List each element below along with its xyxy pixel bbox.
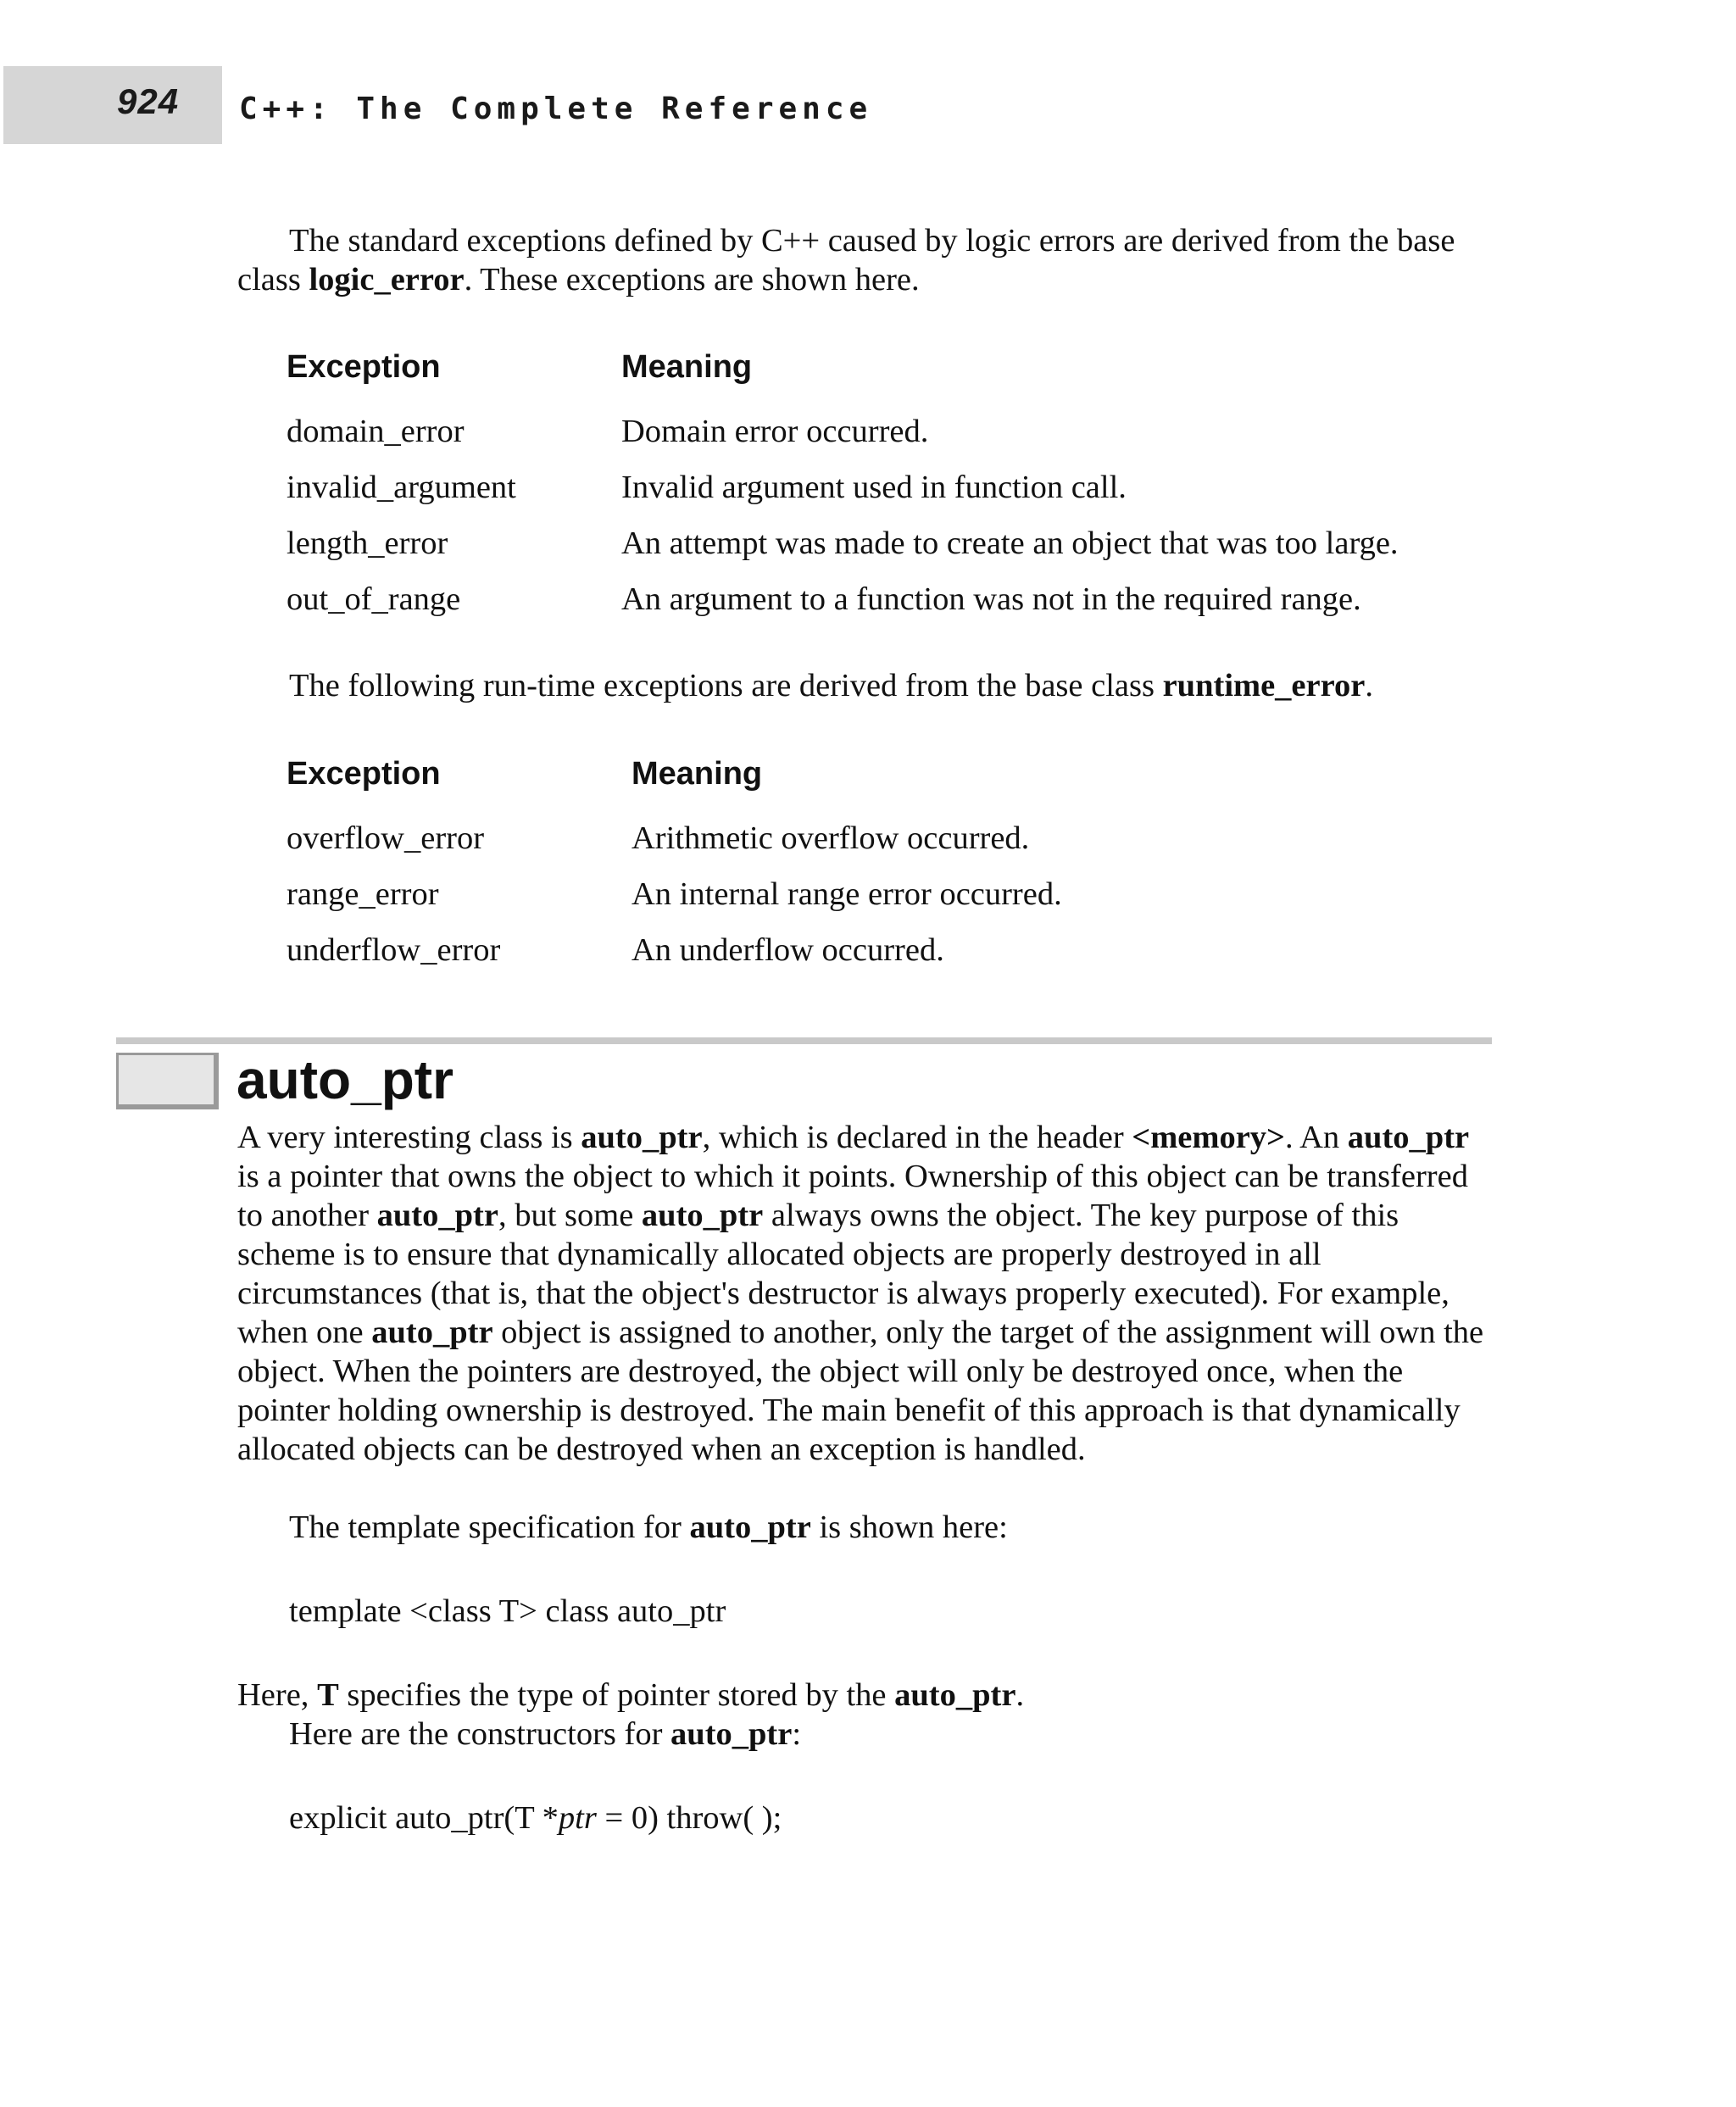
runtime-intro (289, 666, 1493, 705)
paragraph-text: Here, (237, 1677, 318, 1713)
paragraph-text: specifies the type of pointer stored by the (338, 1677, 895, 1713)
section-divider (116, 1037, 1492, 1044)
page-number: 924 (117, 81, 180, 121)
exception-name: invalid_argument (287, 470, 516, 505)
paragraph-text: , which is declared in the header (702, 1120, 1132, 1155)
section-title: auto_ptr (236, 1049, 453, 1110)
header-name: <memory> (1132, 1120, 1285, 1155)
class-name: auto_ptr (641, 1198, 764, 1233)
paragraph-text: , but some (498, 1198, 642, 1233)
section-marker-box (116, 1053, 219, 1109)
paragraph-text: object is assigned to another, only the target of the assignment will own the object. When the pointers are destroyed, the object will only be destroyed once, when the pointer holding ownership is destroyed. The main benefit of this approach is that dynamically allocated objects can be destroyed when an exception is handled. (237, 1315, 1484, 1467)
template-intro-end: is shown here: (810, 1509, 1008, 1545)
here-t-paragraph (237, 1676, 1488, 1715)
exception-name: range_error (287, 876, 439, 912)
exception-name: domain_error (287, 414, 465, 449)
runtime-intro-text: The following run-time exceptions are derived from the base class (289, 668, 1163, 703)
runtime-intro-end: . (1365, 668, 1373, 703)
exception-meaning: An argument to a function was not in the required range. (621, 581, 1361, 617)
page-number-tab (3, 66, 222, 144)
class-name: auto_ptr (581, 1120, 703, 1155)
exception-meaning: Arithmetic overflow occurred. (632, 820, 1030, 856)
paragraph-text: is a pointer that owns the object to which it points. Ownership of this object can be transferred to another (237, 1159, 1468, 1233)
code-text: = 0) throw( ); (596, 1800, 782, 1836)
auto-ptr-paragraph (237, 1118, 1488, 1469)
column-header-exception: Exception (287, 756, 441, 792)
paragraph-text: . An (1284, 1120, 1348, 1155)
type-name: T (317, 1677, 339, 1713)
exception-meaning: Domain error occurred. (621, 414, 929, 449)
exception-name: overflow_error (287, 820, 485, 856)
runtime-class-name: runtime_error (1162, 668, 1366, 703)
running-head: C++: The Complete Reference (239, 92, 873, 126)
paragraph-text: . (1015, 1677, 1025, 1713)
intro-text-1: The standard exceptions defined by C++ caused by logic errors are derived from the base class (237, 223, 1455, 297)
exception-name: length_error (287, 525, 448, 561)
constructor-code (289, 1798, 782, 1837)
code-param: ptr (558, 1800, 597, 1836)
intro-text-2: . These exceptions are shown here. (464, 262, 920, 297)
class-name: auto_ptr (689, 1509, 811, 1545)
paragraph-text: always owns the object. The key purpose of this scheme is to ensure that dynamically allocated objects are properly destroyed in all circumstances (that is, that the object's destructor is always properly executed). For example, when one (237, 1198, 1449, 1350)
exception-meaning: An underflow occurred. (632, 932, 944, 968)
exception-name: underflow_error (287, 932, 501, 968)
column-header-meaning: Meaning (632, 756, 763, 792)
code-text: explicit auto_ptr(T * (289, 1800, 559, 1836)
template-code: template <class T> class auto_ptr (289, 1593, 726, 1629)
class-name: auto_ptr (894, 1677, 1016, 1713)
paragraph-text: A very interesting class is (237, 1120, 581, 1155)
exception-name: out_of_range (287, 581, 461, 617)
template-intro (289, 1508, 1493, 1547)
column-header-meaning: Meaning (621, 349, 753, 385)
intro-class-name: logic_error (309, 262, 465, 297)
exception-meaning: An internal range error occurred. (632, 876, 1062, 912)
exception-meaning: An attempt was made to create an object that was too large. (621, 525, 1399, 561)
paragraph-text: Here are the constructors for (289, 1716, 671, 1752)
class-name: auto_ptr (371, 1315, 493, 1350)
column-header-exception: Exception (287, 349, 441, 385)
template-intro-text: The template specification for (289, 1509, 690, 1545)
paragraph-text: : (792, 1716, 802, 1752)
intro-paragraph (237, 221, 1483, 299)
class-name: auto_ptr (670, 1716, 793, 1752)
constructors-intro (289, 1715, 1493, 1754)
class-name: auto_ptr (1347, 1120, 1470, 1155)
class-name: auto_ptr (376, 1198, 498, 1233)
exception-meaning: Invalid argument used in function call. (621, 470, 1127, 505)
